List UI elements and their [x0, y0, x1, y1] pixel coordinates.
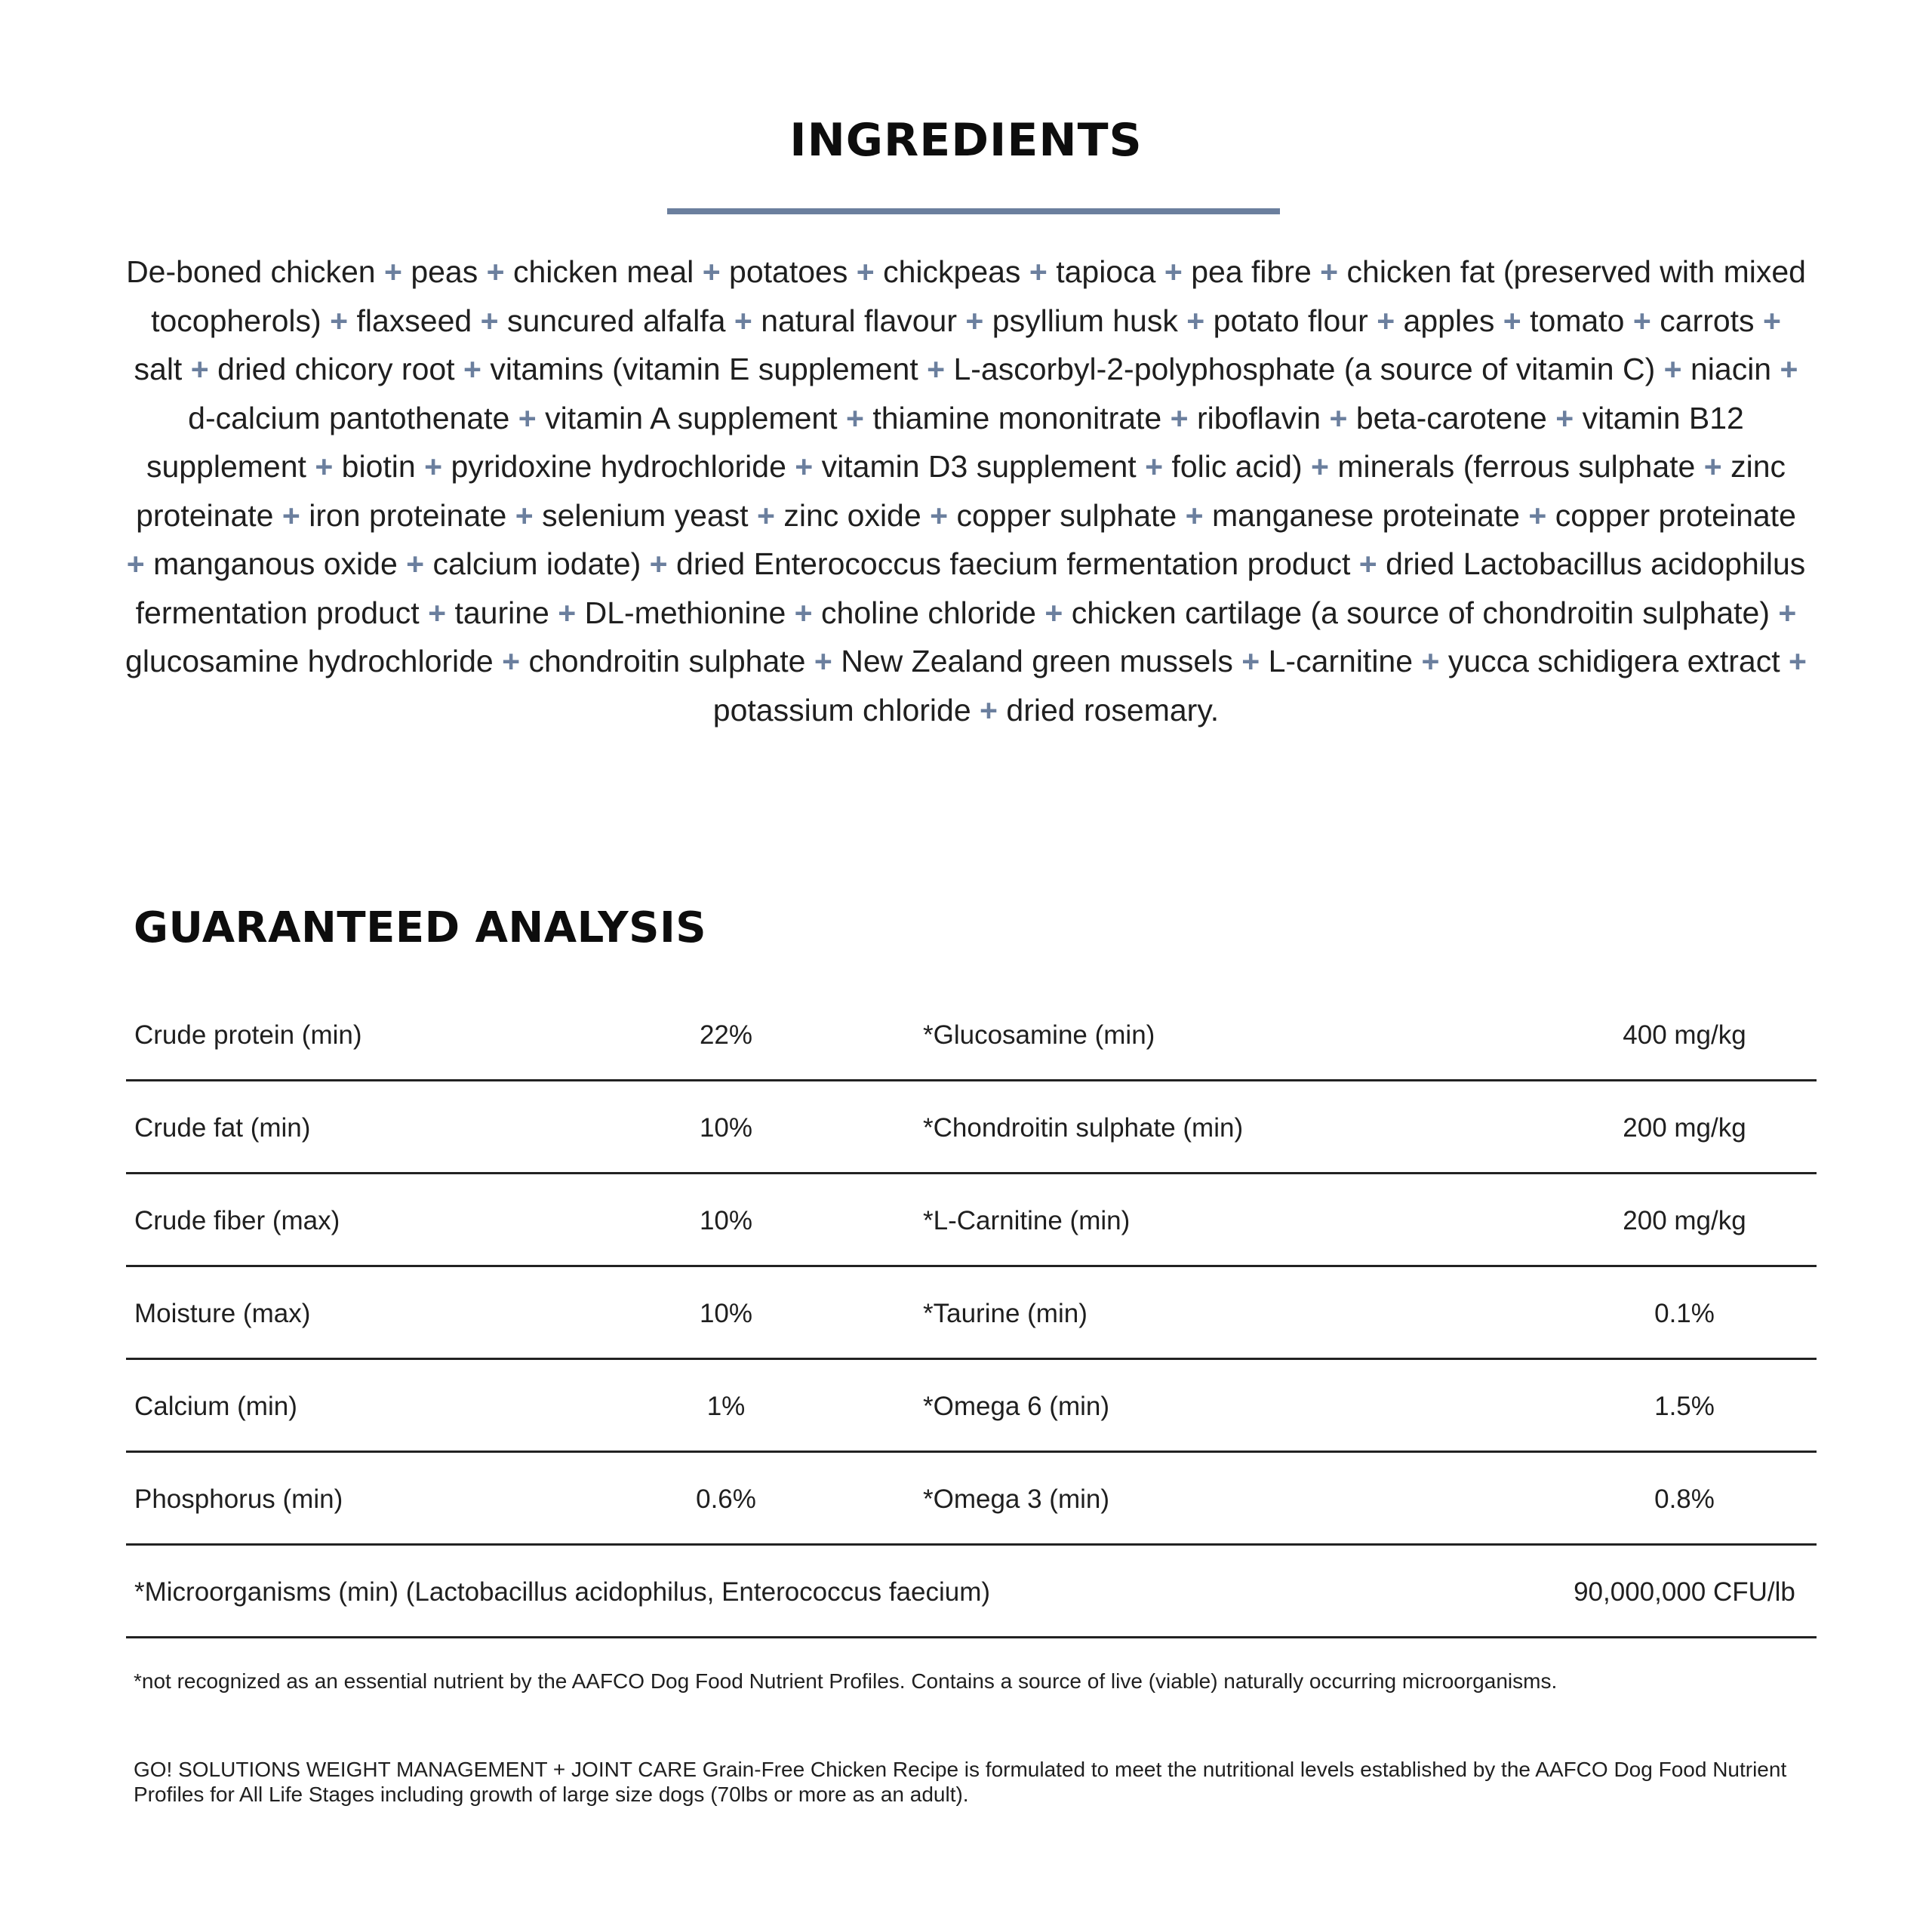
plus-separator: + [702, 254, 721, 289]
plus-separator: + [428, 595, 447, 630]
table-row [126, 1453, 1817, 1546]
plus-separator: + [190, 352, 209, 386]
ingredient-item: biotin [341, 449, 416, 484]
ingredient-item: De-boned chicken [126, 254, 376, 289]
nutrient-label: Phosphorus (min) [134, 1484, 343, 1514]
plus-separator: + [734, 303, 752, 338]
ingredient-item: vitamin A supplement [545, 400, 838, 435]
ingredient-item: DL-methionine [584, 595, 786, 630]
ingredient-item: tapioca [1056, 254, 1156, 289]
ingredient-item: L-carnitine [1268, 644, 1414, 678]
plus-separator: + [930, 497, 949, 533]
ingredient-item: copper proteinate [1555, 497, 1796, 533]
ingredient-item: riboflavin [1196, 400, 1321, 435]
table-row [126, 1174, 1817, 1267]
nutrient-value: 0.1% [1654, 1299, 1715, 1328]
plus-separator: + [1241, 644, 1260, 678]
plus-separator: + [1703, 449, 1722, 484]
plus-separator: + [383, 254, 402, 289]
ingredient-item: tomato [1530, 303, 1625, 338]
ingredient-item: taurine [454, 595, 549, 630]
ingredient-item: potatoes [729, 254, 848, 289]
nutrient-label: *Taurine (min) [923, 1299, 1088, 1328]
table-row [126, 989, 1817, 1081]
ingredient-item: peas [411, 254, 478, 289]
ingredient-item: zinc oxide [783, 497, 921, 533]
ingredient-item: vitamin D3 supplement [821, 449, 1137, 484]
ingredient-item: iron proteinate [309, 497, 507, 533]
nutrient-label: *Omega 3 (min) [923, 1484, 1110, 1514]
nutrient-value: 10% [699, 1299, 753, 1328]
ingredient-item: chicken meal [513, 254, 694, 289]
ingredient-item: potato flour [1213, 303, 1368, 338]
nutrient-label: *Chondroitin sulphate (min) [923, 1113, 1244, 1143]
ingredient-item: New Zealand green mussels [841, 644, 1233, 678]
plus-separator: + [927, 352, 946, 386]
ingredient-item: carrots [1660, 303, 1755, 338]
ingredient-item: folic acid) [1171, 449, 1303, 484]
plus-separator: + [1528, 497, 1547, 533]
plus-separator: + [1503, 303, 1521, 338]
ingredient-item: vitamin B12 supplement [146, 400, 1744, 484]
ingredient-item: copper sulphate [956, 497, 1177, 533]
nutrient-value: 10% [699, 1113, 753, 1143]
plus-separator: + [1320, 254, 1339, 289]
plus-separator: + [649, 546, 668, 581]
table-row-microorganisms [126, 1546, 1817, 1638]
ingredient-item: L-ascorbyl-2-polyphosphate (a source of vitamin C) [953, 352, 1656, 386]
ingredient-item: beta-carotene [1355, 400, 1547, 435]
plus-separator: + [980, 692, 998, 728]
plus-separator: + [126, 546, 145, 581]
ingredient-item: minerals (ferrous sulphate [1337, 449, 1696, 484]
nutrient-label: Crude fat (min) [134, 1113, 311, 1143]
table-row [126, 1360, 1817, 1453]
plus-separator: + [315, 449, 334, 484]
ingredient-item: dried chicory root [217, 352, 455, 386]
plus-separator: + [1029, 254, 1048, 289]
ingredient-item: potassium chloride [712, 692, 971, 728]
ingredient-item: selenium yeast [542, 497, 749, 533]
ingredient-item: chicken cartilage (a source of chondroitin sulphate) [1071, 595, 1770, 630]
nutrient-value: 1% [706, 1392, 746, 1421]
ingredient-item: vitamins (vitamin E supplement [490, 352, 918, 386]
ingredient-item: dried Enterococcus faecium fermentation product [676, 546, 1351, 581]
plus-separator: + [1778, 595, 1797, 630]
nutrient-value: 22% [699, 1020, 753, 1050]
plus-separator: + [1145, 449, 1164, 484]
ingredient-item: flaxseed [356, 303, 472, 338]
plus-separator: + [515, 497, 534, 533]
plus-separator: + [845, 400, 864, 435]
plus-separator: + [1663, 352, 1682, 386]
nutrient-value: 0.8% [1654, 1484, 1715, 1514]
guaranteed-analysis-table [126, 989, 1817, 1638]
plus-separator: + [424, 449, 443, 484]
ingredient-item: salt [134, 352, 183, 386]
plus-separator: + [1311, 449, 1329, 484]
plus-separator: + [1186, 303, 1205, 338]
nutrient-value: 200 mg/kg [1623, 1113, 1746, 1143]
plus-separator: + [1329, 400, 1348, 435]
ingredient-item: yucca schidigera extract [1447, 644, 1780, 678]
plus-separator: + [795, 449, 814, 484]
ingredient-item: pea fibre [1191, 254, 1312, 289]
table-row [126, 1267, 1817, 1360]
nutrient-value: 400 mg/kg [1623, 1020, 1746, 1050]
nutrient-label: *Microorganisms (min) (Lactobacillus acidophilus, Enterococcus faecium) [134, 1577, 991, 1607]
aafco-statement: GO! SOLUTIONS WEIGHT MANAGEMENT + JOINT CARE Grain-Free Chicken Recipe is formulated to meet the nutritional levels established by the AAFCO Dog Food Nutrient Profiles for All Life Stages including growth of large size dogs (70lbs or more as an adult). [134, 1758, 1787, 1806]
ingredient-item: manganous oxide [153, 546, 398, 581]
plus-separator: + [1377, 303, 1395, 338]
plus-separator: + [1044, 595, 1063, 630]
ingredient-item: choline chloride [821, 595, 1036, 630]
plus-separator: + [463, 352, 481, 386]
nutrient-label: Crude fiber (max) [134, 1206, 340, 1235]
ingredient-item: niacin [1690, 352, 1772, 386]
ingredient-item: apples [1403, 303, 1495, 338]
nutrient-value: 200 mg/kg [1623, 1206, 1746, 1235]
ingredient-item: dried rosemary. [1006, 692, 1220, 728]
nutrient-label: *Omega 6 (min) [923, 1392, 1110, 1421]
nutrient-value: 90,000,000 CFU/lb [1574, 1577, 1795, 1607]
plus-separator: + [814, 644, 832, 678]
ingredient-item: chicken fat (preserved with mixed tocopherols) [151, 254, 1806, 338]
ingredient-item: zinc proteinate [136, 449, 1786, 533]
plus-separator: + [1762, 303, 1781, 338]
plus-separator: + [1185, 497, 1204, 533]
nutrient-label: *Glucosamine (min) [923, 1020, 1155, 1050]
guaranteed-analysis-heading: GUARANTEED ANALYSIS [134, 903, 707, 952]
plus-separator: + [794, 595, 813, 630]
plus-separator: + [1632, 303, 1651, 338]
ingredient-item: chondroitin sulphate [528, 644, 806, 678]
ingredient-item: dried Lactobacillus acidophilus fermentation product [135, 546, 1806, 630]
ingredients-heading: INGREDIENTS [789, 114, 1143, 167]
plus-separator: + [1555, 400, 1574, 435]
plus-separator: + [480, 303, 499, 338]
plus-separator: + [281, 497, 300, 533]
ingredient-item: calcium iodate) [432, 546, 641, 581]
plus-separator: + [1164, 254, 1183, 289]
plus-separator: + [1780, 352, 1798, 386]
plus-separator: + [1170, 400, 1189, 435]
plus-separator: + [1421, 644, 1440, 678]
table-row [126, 1081, 1817, 1174]
ingredients-list [125, 248, 1807, 734]
nutrient-value: 1.5% [1654, 1392, 1715, 1421]
plus-separator: + [486, 254, 505, 289]
ingredient-item: natural flavour [761, 303, 958, 338]
plus-separator: + [1789, 644, 1807, 678]
plus-separator: + [856, 254, 875, 289]
ingredient-item: d-calcium pantothenate [188, 400, 510, 435]
aafco-footnote: *not recognized as an essential nutrient by the AAFCO Dog Food Nutrient Profiles. Contains a source of live (viable) naturally occurring microorganisms. [134, 1669, 1558, 1693]
heading-underline [667, 208, 1280, 214]
plus-separator: + [756, 497, 775, 533]
nutrient-label: Calcium (min) [134, 1392, 297, 1421]
ingredient-item: psyllium husk [992, 303, 1178, 338]
nutrient-value: 0.6% [696, 1484, 756, 1514]
nutrient-label: *L-Carnitine (min) [923, 1206, 1131, 1235]
ingredient-item: suncured alfalfa [506, 303, 726, 338]
ingredient-item: chickpeas [883, 254, 1021, 289]
nutrient-value: 10% [699, 1206, 753, 1235]
ingredient-item: pyridoxine hydrochloride [451, 449, 786, 484]
plus-separator: + [965, 303, 984, 338]
ingredient-item: thiamine mononitrate [872, 400, 1162, 435]
plus-separator: + [558, 595, 577, 630]
plus-separator: + [330, 303, 349, 338]
plus-separator: + [406, 546, 425, 581]
ingredient-item: glucosamine hydrochloride [125, 644, 494, 678]
plus-separator: + [1358, 546, 1377, 581]
ingredient-item: manganese proteinate [1211, 497, 1520, 533]
nutrient-label: Moisture (max) [134, 1299, 311, 1328]
nutrient-label: Crude protein (min) [134, 1020, 362, 1050]
plus-separator: + [502, 644, 521, 678]
plus-separator: + [518, 400, 537, 435]
